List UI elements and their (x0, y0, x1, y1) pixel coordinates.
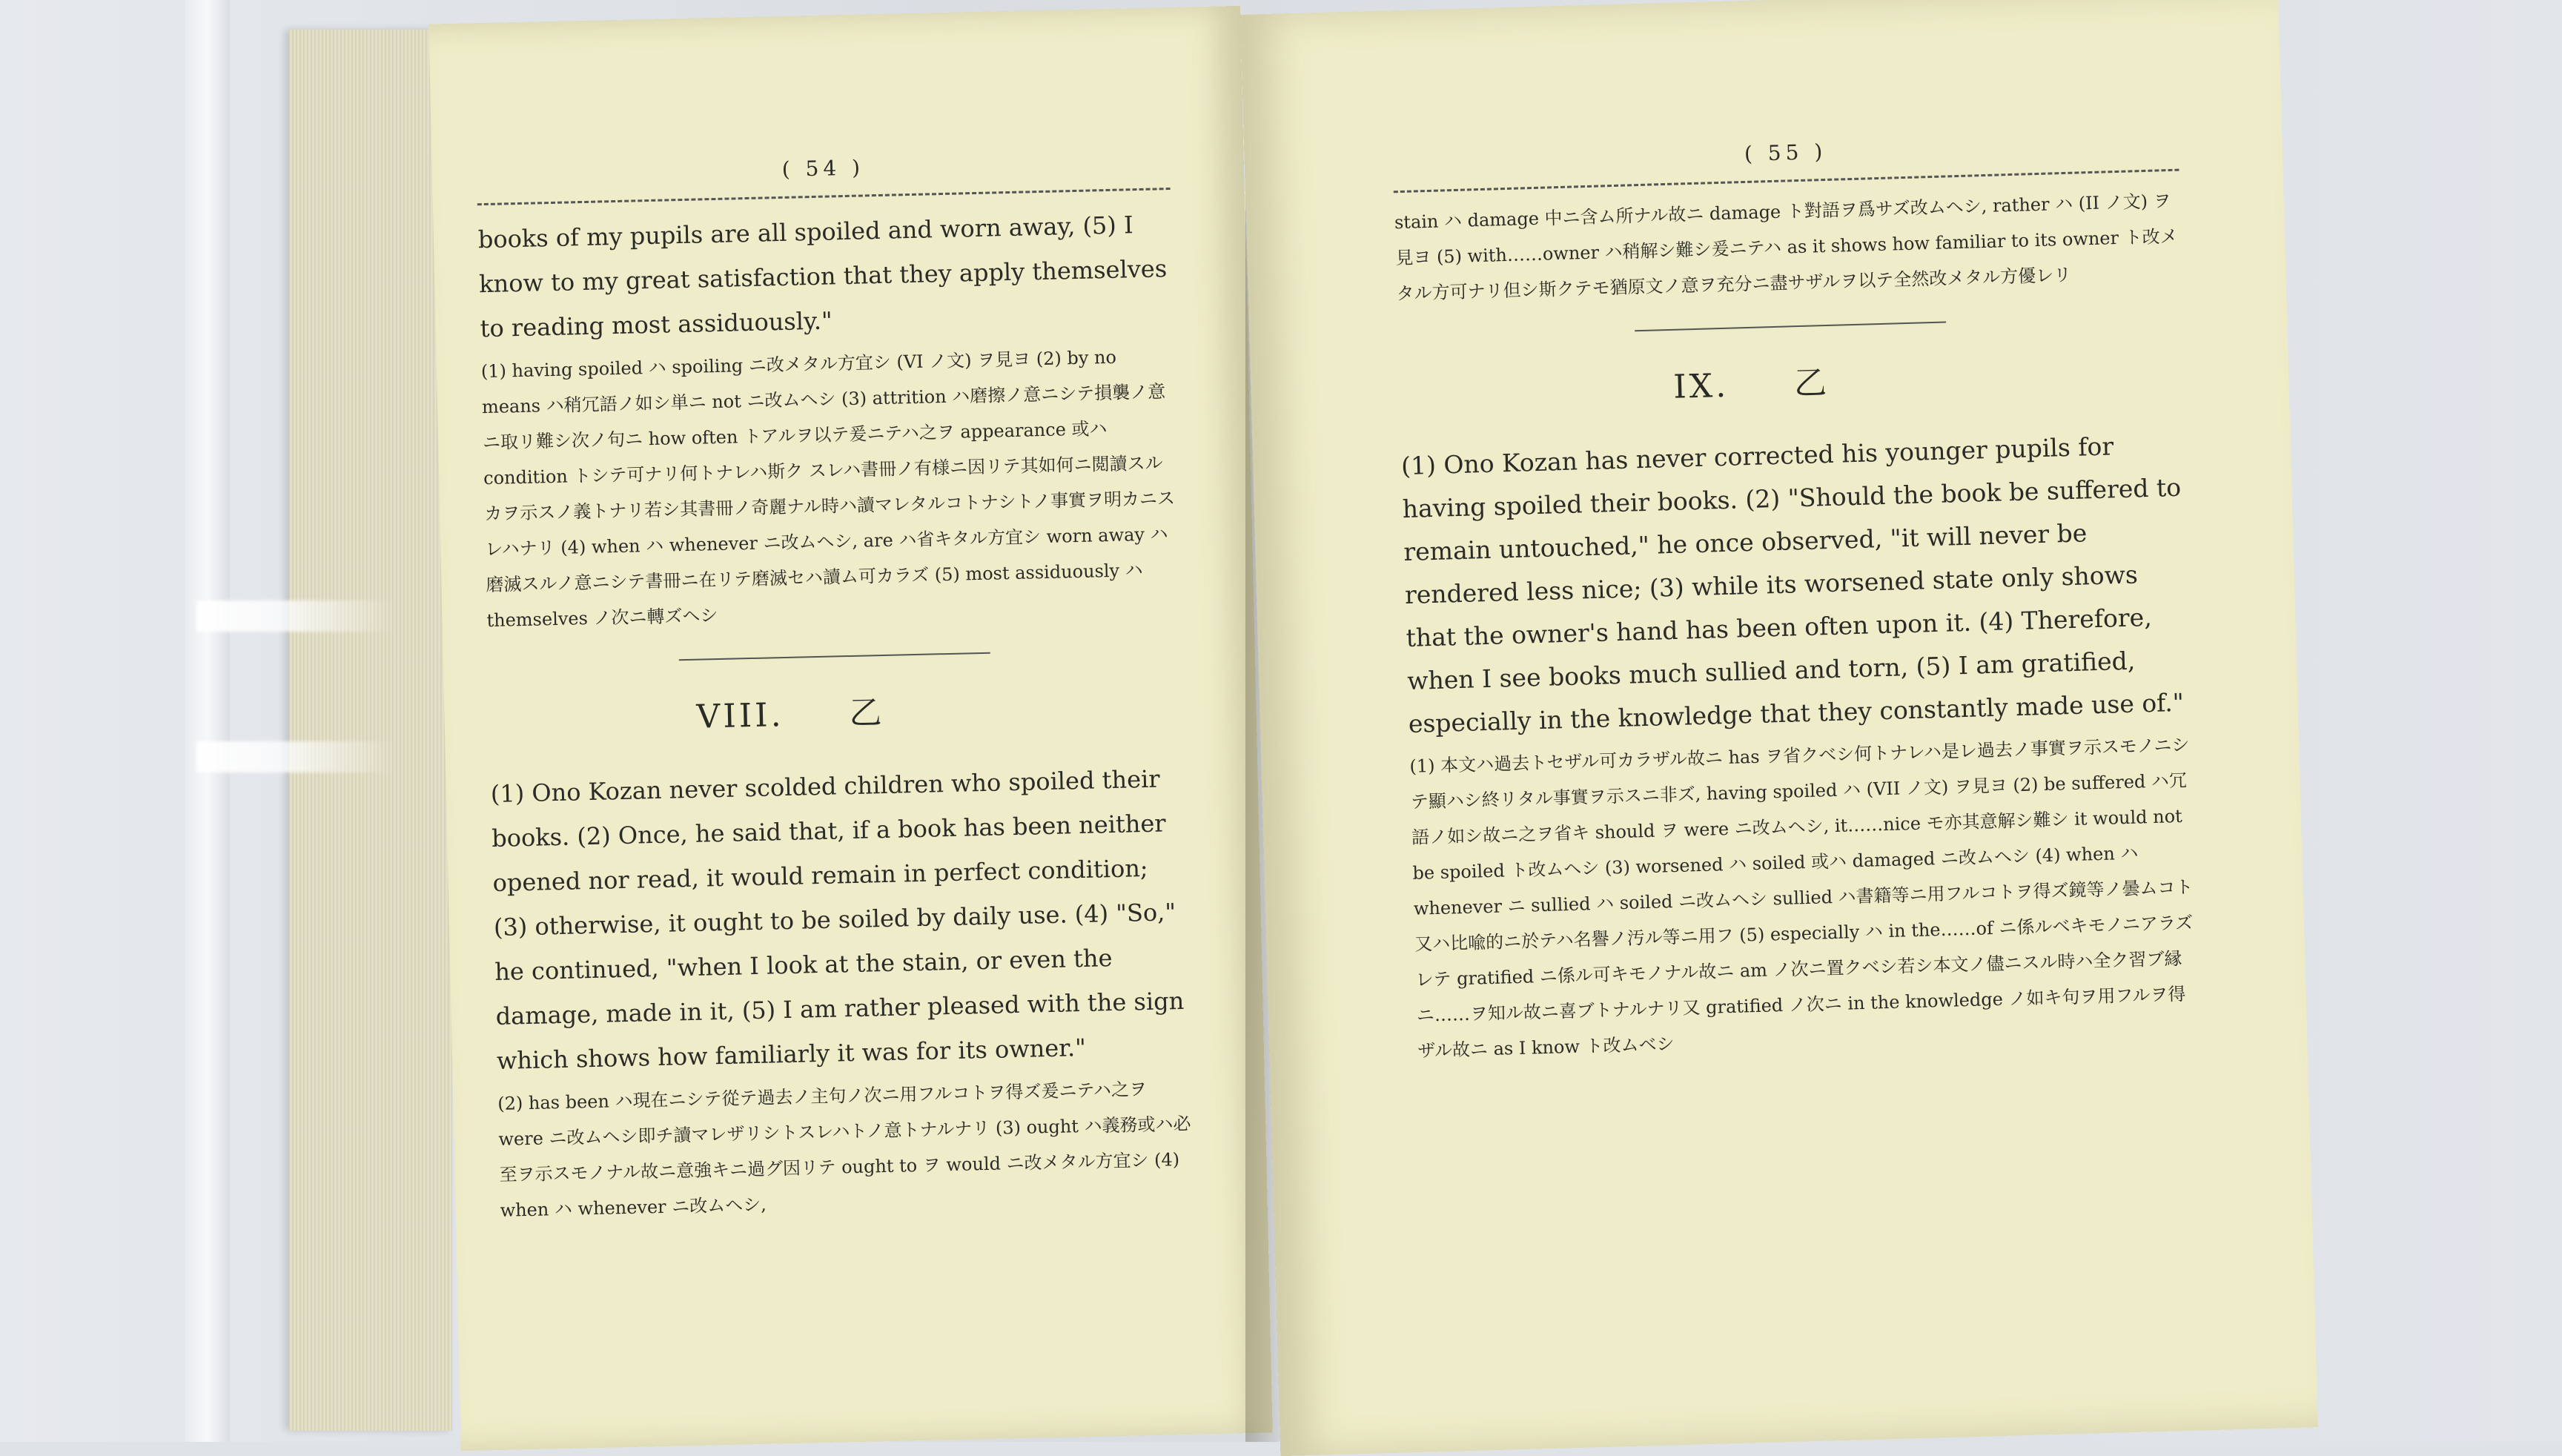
passage-text: (1) Ono Kozan never scolded children who spoiled their books. (2) Once, he said that, if a book has been neither opened nor read, it would remain in perfect condition; (3) otherwise, it ought to be soiled by daily use. (4) "So," he continued, "when I look at the stain, or even the damage, made in it, (5) I am rather pleased with the sign which shows how familiarly it was for its owner." (490, 764, 1185, 1075)
section-heading (1398, 346, 2185, 416)
annotation-notes: (1) having spoiled ハ spoiling ニ改メタル方宜シ (VI ノ文) ヲ見ヨ (2) by no means ハ稍冗語ノ如シ単ニ not ニ改ムヘシ (3) attrition ハ磨擦ノ意ニシテ損襲ノ意ニ取リ難シ次ノ句ニ how often トアルヲ以テ爰ニテハ之ヲ appearance 或ハ condition トシテ可ナリ何トナレハ斯ク スレハ書冊ノ有様ニ因リテ其如何ニ閲讀スルカヲ示スノ義トナリ若シ其書冊ノ奇麗ナル時ハ讀マレタルコトナシトノ事實ヲ明カニスレハナリ (4) when ハ whenever ニ改ムヘシ, are ハ省キタル方宜シ worn away ハ磨滅スルノ意ニシテ書冊ニ在リテ磨滅セハ讀ム可カラズ (5) most assiduously ハ themselves ノ次ニ轉ズヘシ (480, 346, 1176, 632)
right-page (1240, 0, 2318, 1456)
section-mark: 乙 (848, 693, 886, 733)
light-glare (196, 741, 397, 772)
page-number: ( 55 ) (1744, 139, 1827, 167)
annotation-notes: (2) has been ハ現在ニシテ從テ過去ノ主句ノ次ニ用フルコトヲ得ズ爰ニテハ之ヲ were ニ改ムヘシ即チ讀マレザリシトスレハトノ意トナルナリ (3) ought ハ義務或ハ必至ヲ示スモノナル故ニ意強キニ過グ因リテ ought to ヲ would ニ改メタル方宜シ (4) when ハ whenever ニ改ムヘシ, (497, 1079, 1191, 1221)
passage-continuation: books of my pupils are all spoiled and worn away, (5) I know to my great satisfaction that they apply themselves to reading most assiduously." (477, 211, 1168, 343)
light-glare (196, 600, 397, 632)
page-number: ( 54 ) (781, 155, 865, 182)
section-mark: 乙 (1793, 363, 1830, 403)
section-heading (489, 679, 1182, 742)
display-case-edge (185, 0, 230, 1442)
annotation-notes: stain ハ damage 中ニ含ム所ナル故ニ damage ト對語ヲ爲サズ改ムヘシ, rather ハ (II ノ文) ヲ見ヨ (5) with……owner ハ稍解シ難シ爰ニテハ as it shows how familiar to its owner ト改メタル方可ナリ但シ斯クテモ猶原文ノ意ヲ充分ニ盡サザルヲ以テ全然改メタル方優レリ (1394, 190, 2178, 305)
section-numeral: VIII. (696, 696, 785, 736)
annotation-notes: (1) 本文ハ過去トセザル可カラザル故ニ has ヲ省クベシ何トナレハ是レ過去ノ事實ヲ示スモノニシテ顯ハシ終リタル事實ヲ示スニ非ズ, having spoiled ハ (VII ノ文) ヲ見ヨ (2) be suffered ハ冗語ノ如シ故ニ之ヲ省キ should ヲ were ニ改ムヘシ, it……nice モ亦其意解シ難シ it would not be spoiled ト改ムヘシ (3) worsened ハ soiled 或ハ damaged ニ改ムヘシ (4) when ハ whenever ニ sullied ハ soiled ニ改ムヘシ sullied ハ書籍等ニ用フルコトヲ得ズ鏡等ノ曇ムコト又ハ比喩的ニ於テハ名譽ノ汚ル等ニ用フ (5) especially ハ in the……of ニ係ルベキモノニアラズ レテ gratified ニ係ル可キモノナル故ニ am ノ次ニ置クベシ若シ本文ノ儘ニスル時ハ全ク習ブ縁ニ……ヲ知ル故ニ喜ブトナルナリ又 gratified ノ次ニ in the knowledge ノ如キ句ヲ用フルヲ得ザル故ニ as I know ト改ムベシ (1409, 734, 2194, 1062)
section-divider (678, 652, 990, 661)
passage-text: (1) Ono Kozan has never corrected his younger pupils for having spoiled their books. (2) "Should the book be suffered to remain untouched," he once observed, "it will never be rendered less nice; (3) while its worsened state only shows that the owner's hand has been often upon it. (4) Therefore, when I see books much sullied and torn, (5) I am gratified, especially in the knowledge that they constantly made use of." (1400, 431, 2185, 738)
book-page-edges (289, 30, 452, 1431)
left-page (428, 6, 1272, 1451)
section-numeral: IX. (1672, 366, 1729, 406)
section-divider (1635, 322, 1946, 332)
